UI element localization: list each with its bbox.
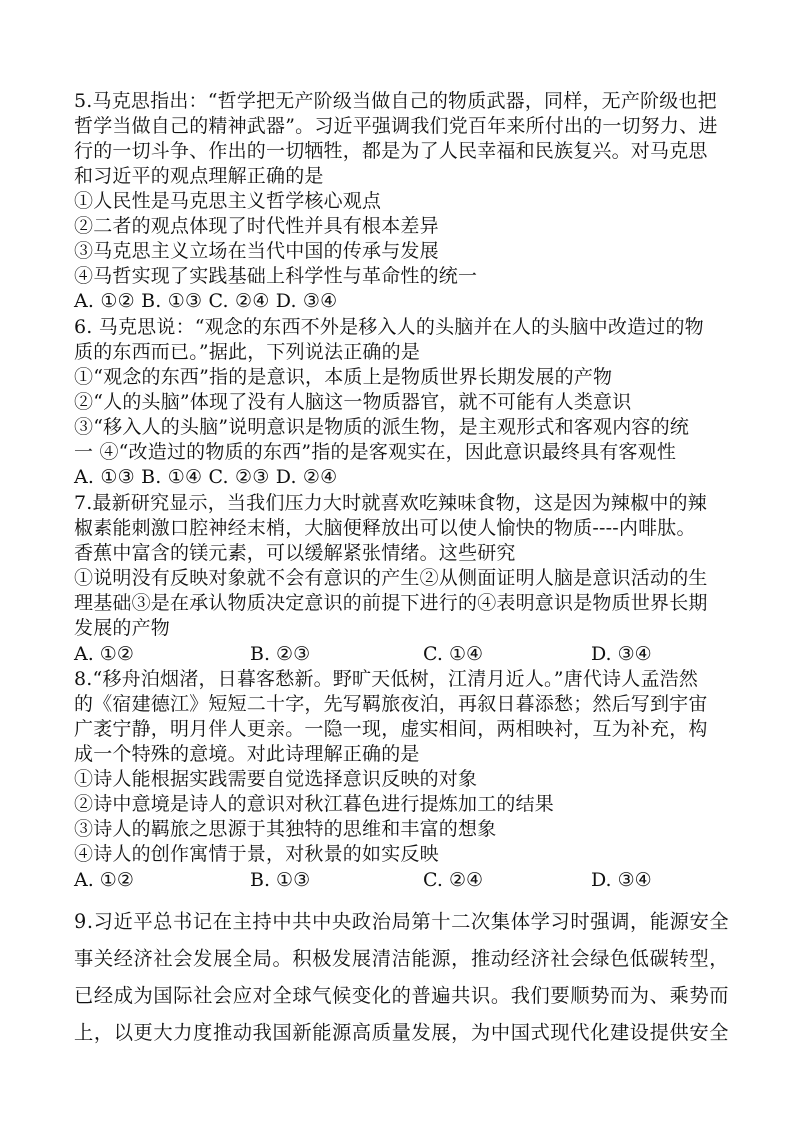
q6-choice-3: ③“移入人的头脑”说明意识是物质的派生物，是主观形式和客观内容的统 [74,416,690,438]
q9-line-2: 事关经济社会发展全局。积极发展清洁能源，推动经济社会绿色低碳转型， [74,947,730,970]
q5-line-4: 和习近平的观点理解正确的是 [74,165,324,187]
q8-option-b: B. ①③ [250,869,311,891]
q9-line-1: 9.习近平总书记在主持中共中央政治局第十二次集体学习时强调，能源安全 [74,910,730,933]
q5-choice-2: ②二者的观点体现了时代性并具有根本差异 [74,215,439,237]
q5-choice-4: ④马哲实现了实践基础上科学性与革命性的统一 [74,265,478,287]
q5-line-3: 行的一切斗争、作出的一切牺牲，都是为了人民幸福和民族复兴。对马克思 [74,140,708,162]
q8-choice-4: ④诗人的创作寓情于景，对秋景的如实反映 [74,843,439,865]
q8-choice-3: ③诗人的羁旅之思源于其独特的思维和丰富的想象 [74,818,497,840]
q7-line-2: 椒素能刺激口腔神经末梢，大脑便释放出可以使人愉快的物质----内啡肽。 [74,517,696,539]
q5-line-1: 5.马克思指出：“哲学把无产阶级当做自己的物质武器，同样，无产阶级也把 [74,90,717,112]
q8-choice-1: ①诗人能根据实践需要自觉选择意识反映的对象 [74,768,478,790]
q7-option-b: B. ②③ [250,643,311,665]
q7-line-3: 香蕉中富含的镁元素，可以缓解紧张情绪。这些研究 [74,542,516,564]
q5-choice-1: ①人民性是马克思主义哲学核心观点 [74,190,382,212]
q6-choice-3-cont: 一 ④“改造过的物质的东西”指的是客观实在，因此意识最终具有客观性 [74,441,677,463]
q5-options: A. ①② B. ①③ C. ②④ D. ③④ [74,290,338,312]
q9-line-4: 上，以更大力度推动我国新能源高质量发展，为中国式现代化建设提供安全 [74,1021,730,1044]
q7-line-5: 理基础③是在承认物质决定意识的前提下进行的④表明意识是物质世界长期 [74,592,708,614]
q7-line-4: ①说明没有反映对象就不会有意识的产生②从侧面证明人脑是意识活动的生 [74,567,708,589]
q6-options: A. ①③ B. ①④ C. ②③ D. ②④ [74,466,338,488]
q8-line-1: 8.“移舟泊烟渚，日暮客愁新。野旷天低树，江清月近人。”唐代诗人孟浩然 [74,668,699,690]
q6-choice-2: ②“人的头脑”体现了没有人脑这一物质器官，就不可能有人类意识 [74,391,632,413]
q8-line-4: 成一个特殊的意境。对此诗理解正确的是 [74,743,420,765]
q6-line-1: 6. 马克思说：“观念的东西不外是移入人的头脑并在人的头脑中改造过的物 [74,316,704,338]
q8-option-a: A. ①② [74,869,134,891]
q7-line-6: 发展的产物 [74,617,171,639]
q5-line-2: 哲学当做自己的精神武器”。习近平强调我们党百年来所付出的一切努力、进 [74,115,718,137]
q8-choice-2: ②诗中意境是诗人的意识对秋江暮色进行提炼加工的结果 [74,793,555,815]
q5-choice-3: ③马克思主义立场在当代中国的传承与发展 [74,240,439,262]
q8-option-d: D. ③④ [591,869,652,891]
q6-choice-1: ①“观念的东西”指的是意识，本质上是物质世界长期发展的产物 [74,366,613,388]
q8-line-2: 的《宿建德江》短短二十字，先写羁旅夜泊，再叙日暮添愁；然后写到宇宙 [74,693,708,715]
q6-line-2: 质的东西而已。”据此，下列说法正确的是 [74,341,421,363]
q8-option-c: C. ②④ [423,869,484,891]
q7-line-1: 7.最新研究显示，当我们压力大时就喜欢吃辣味食物，这是因为辣椒中的辣 [74,492,707,514]
q7-option-d: D. ③④ [591,643,652,665]
q9-line-3: 已经成为国际社会应对全球气候变化的普遍共识。我们要顺势而为、乘势而 [74,984,730,1007]
q8-line-3: 广袤宁静，明月伴人更亲。一隐一现，虚实相间，两相映衬，互为补充，构 [74,718,708,740]
q7-option-c: C. ①④ [423,643,484,665]
q7-option-a: A. ①② [74,643,134,665]
